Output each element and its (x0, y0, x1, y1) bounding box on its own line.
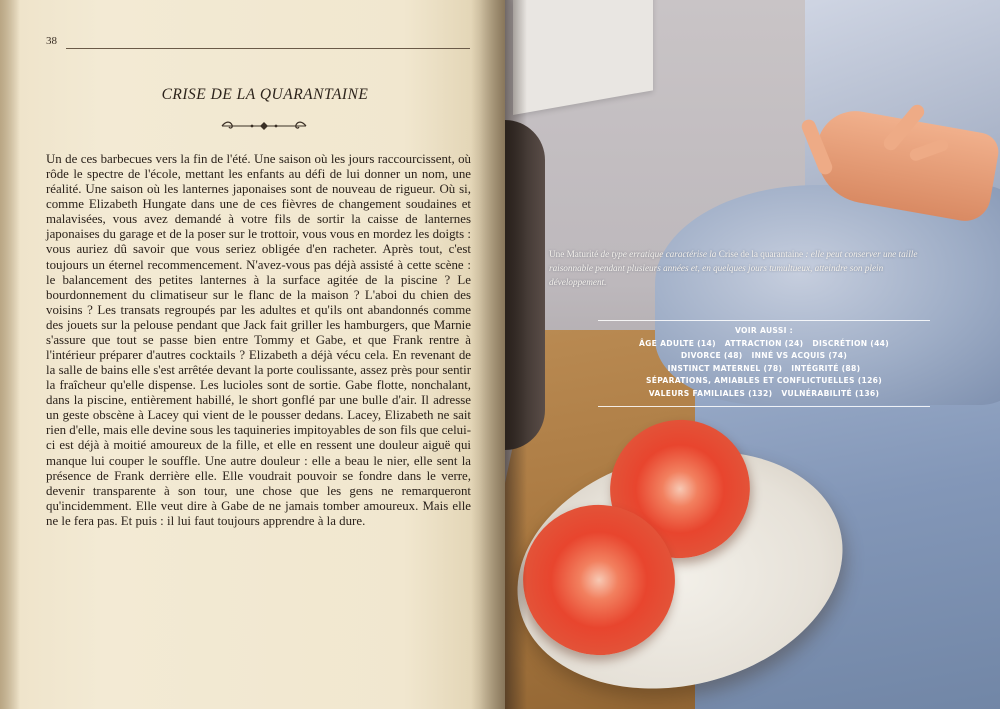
see-also-link[interactable]: ATTRACTION (24) (724, 338, 804, 348)
caption-text: de type erratique caractérise la (598, 249, 719, 259)
see-also-line (598, 363, 930, 376)
see-also-link[interactable]: INNÉ VS ACQUIS (74) (751, 351, 848, 360)
right-page-photo (505, 0, 1000, 709)
chapter-title: CRISE DE LA QUARANTAINE (161, 86, 369, 103)
chapter-body-text: Un de ces barbecues vers la fin de l'été. Une saison où les jours raccourcissent, où rôde le spectre de l'école, mettant les enfants au défi de lui donner un nom, une réalité. Une saison où les lanternes japonaises sont de nouveau de rigueur. Où si, comme Elizabeth Hungate dans une de ces fièvres de changement soudaines et malavisées, vous avez demandé à votre fils de sortir la caisse de lanternes japonaises du garage et de la poser sur le trottoir, vous vous en mordez les doigts : vous auriez dû savoir que vous seriez obligée d'en racheter. Après tout, c'est toujours un éternel recommencement. N'avez-vous pas déjà assisté à cette scène : le balancement des petites lanternes à la surface agitée de la piscine ? Le bourdonnement du climatiseur sur le flanc de la maison ? L'aboi du chien des voisins ? Les transats regroupés par les adultes et qu'ils ont abandonnés comme des jouets sur la pelouse pendant que Jack fait griller les hamburgers, que Marnie s'assure que tout se passe bien entre Tommy et Gabe, et que Frank rentre à l'intérieur préparer d'autres cocktails ? Elizabeth a déjà vécu cela. En revenant de la salle de bains elle s'est arrêtée devant la porte coulissante, assez près pour sentir la fraîcheur qu'elle dispense. Les lucioles sont de sortie. Gabe flotte, nonchalant, dans la piscine, entièrement habillé, le short gonflé par une bulle d'air. Il adresse un geste obscène à Lacey qui vient de le pousser dedans. Lacey, Elizabeth ne sait rien d'elle, mais elle devine sous les taquineries impitoyables de son fils que celui-ci est déjà à moitié amoureux de la fille, et elle en ressent une douleur aiguë qui manque lui couper le souffle. Une autre douleur : elle a beau le nier, elle sent la présence de Frank derrière elle. Elle voudrait pouvoir se fondre dans le verre, devenir transparente à son tour, une chose que les gens ne remarqueront qu'incidemment. Elle veut dire à Gabe de ne jamais tomber amoureux. Mais elle ne le fera pas. Et puis : il lui faut toujours apprendre à la dure. (46, 152, 471, 528)
see-also-line (598, 350, 930, 363)
see-also-line (598, 338, 930, 351)
caption-term: Crise de la quarantaine (718, 249, 804, 259)
gutter-shadow (505, 0, 527, 709)
see-also-link[interactable]: VULNÉRABILITÉ (136) (781, 388, 880, 398)
see-also-link[interactable]: ÂGE ADULTE (14) (638, 338, 716, 348)
see-also-link[interactable]: VALEURS FAMILIALES (132) (648, 388, 773, 398)
see-also-line (598, 375, 930, 388)
caption-text: : elle peut conserver une taille raisonnable pendant plusieurs années et, en quelques jours tumultueux, atteindre son plein développement. (549, 249, 918, 287)
see-also-box (598, 320, 930, 407)
see-also-link[interactable]: INSTINCT MATERNEL (78) (667, 363, 783, 373)
flourish-ornament-icon (220, 119, 308, 133)
caption-term: Une Maturité (549, 249, 599, 259)
header-rule (66, 48, 470, 49)
see-also-link[interactable]: DISCRÉTION (44) (812, 338, 890, 348)
photo-caption (549, 247, 939, 289)
see-also-title: VOIR AUSSI : (734, 326, 794, 335)
page-number: 38 (46, 35, 57, 47)
photo-paper (513, 0, 653, 115)
see-also-link[interactable]: DIVORCE (48) (680, 351, 743, 360)
see-also-link[interactable]: SÉPARATIONS, AMIABLES ET CONFLICTUELLES (126) (645, 376, 883, 385)
see-also-link[interactable]: INTÉGRITÉ (88) (791, 363, 861, 373)
see-also-line (598, 388, 930, 401)
